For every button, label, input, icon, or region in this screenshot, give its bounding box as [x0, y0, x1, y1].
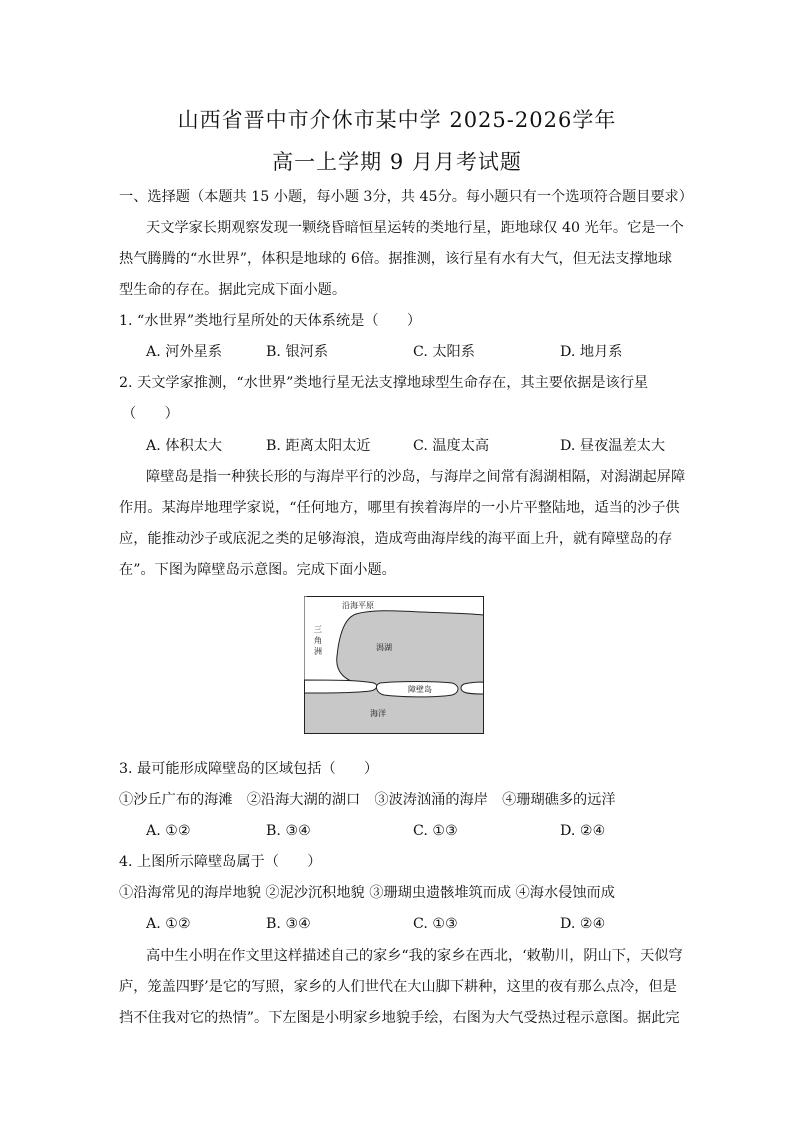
passage3-line: 庐，笼盖四野’是它的写照，家乡的人们世代在大山脚下耕种，这里的夜有那么点冷，但是	[119, 979, 677, 995]
passage2-line: 障壁岛是指一种狭长形的与海岸平行的沙岛，与海岸之间常有潟湖相隔，对潟湖起屏障	[146, 469, 686, 485]
question-2-stem-cont: （ ）	[122, 406, 179, 422]
label-delta-2: 角	[314, 636, 322, 645]
q2-option-a: A. 体积太大	[146, 438, 223, 454]
q1-option-a: A. 河外星系	[146, 344, 223, 360]
q4-option-c: C. ①③	[413, 916, 458, 932]
label-delta-1: 三	[314, 625, 322, 634]
land-edge	[305, 597, 307, 688]
page-subtitle: 高一上学期 9 月月考试题	[272, 150, 522, 174]
barrier-island-figure	[304, 596, 484, 734]
q2-option-d: D. 昼夜温差太大	[560, 438, 666, 454]
q4-option-a: A. ①②	[146, 916, 191, 932]
q2-option-c: C. 温度太高	[413, 438, 490, 454]
q4-option-d: D. ②④	[560, 916, 606, 932]
passage2-line: 在”。下图为障壁岛示意图。完成下面小题。	[119, 562, 396, 578]
label-lagoon: 潟湖	[376, 643, 392, 652]
q3-option-a: A. ①②	[146, 823, 191, 839]
passage2-line: 应，能推动沙子或底泥之类的足够海浪，造成弯曲海岸线的海平面上升，就有障壁岛的存	[119, 531, 673, 547]
q1-option-d: D. 地月系	[560, 344, 623, 360]
question-1-stem: 1. “水世界”类地行星所处的天体系统是（ ）	[119, 313, 422, 329]
q3-option-d: D. ②④	[560, 823, 606, 839]
passage1-line: 型生命的存在。据此完成下面小题。	[119, 282, 347, 298]
label-coastal-plain: 沿海平原	[342, 601, 374, 610]
passage2-line: 作用。某海岸地理学家说，“任何地方，哪里有挨着海岸的一小片平整陆地，适当的沙子供	[119, 500, 680, 516]
question-4-choices: ①沿海常见的海岸地貌 ②泥沙沉积地貌 ③珊瑚虫遗骸堆筑而成 ④海水侵蚀而成	[119, 885, 615, 901]
q1-option-b: B. 银河系	[266, 344, 329, 360]
page-title: 山西省晋中市介休市某中学 2025-2026学年	[177, 108, 617, 132]
barrier-island-right	[461, 682, 484, 694]
section-heading: 一、选择题（本题共 15 小题，每小题 3分，共 45分。每小题只有一个选项符合题目要求）	[119, 189, 693, 205]
barrier-island-diagram	[304, 596, 484, 734]
passage1-line: 热气腾腾的“水世界”，体积是地球的 6倍。据推测，该行星有水有大气，但无法支撑地球	[119, 251, 672, 267]
q2-option-b: B. 距离太阳太近	[266, 438, 371, 454]
label-ocean: 海洋	[370, 709, 386, 718]
passage3-line: 挡不住我对它的热情”。下左图是小明家乡地貌手绘，右图为大气受热过程示意图。据此完	[119, 1010, 680, 1026]
q3-option-c: C. ①③	[413, 823, 458, 839]
label-barrier-island: 障壁岛	[408, 685, 432, 694]
label-delta-3: 洲	[314, 647, 322, 656]
question-4-stem: 4. 上图所示障壁岛属于（ ）	[119, 854, 322, 870]
q3-option-b: B. ③④	[266, 823, 311, 839]
question-3-choices: ①沙丘广布的海滩 ②沿海大湖的湖口 ③波涛汹涌的海岸 ④珊瑚礁多的远洋	[119, 792, 616, 808]
passage3-line: 高中生小明在作文里这样描述自己的家乡“我的家乡在西北，‘敕勒川，阴山下，天似穹	[146, 948, 683, 964]
question-2-stem: 2. 天文学家推测，“水世界”类地行星无法支撑地球型生命存在，其主要依据是该行星	[119, 375, 649, 391]
passage1-line: 天文学家长期观察发现一颗绕昏暗恒星运转的类地行星，距地球仅 40 光年。它是一个	[146, 220, 684, 236]
q4-option-b: B. ③④	[266, 916, 311, 932]
q1-option-c: C. 太阳系	[413, 344, 475, 360]
barrier-island-left	[305, 680, 377, 693]
question-3-stem: 3. 最可能形成障壁岛的区域包括（ ）	[119, 761, 379, 777]
